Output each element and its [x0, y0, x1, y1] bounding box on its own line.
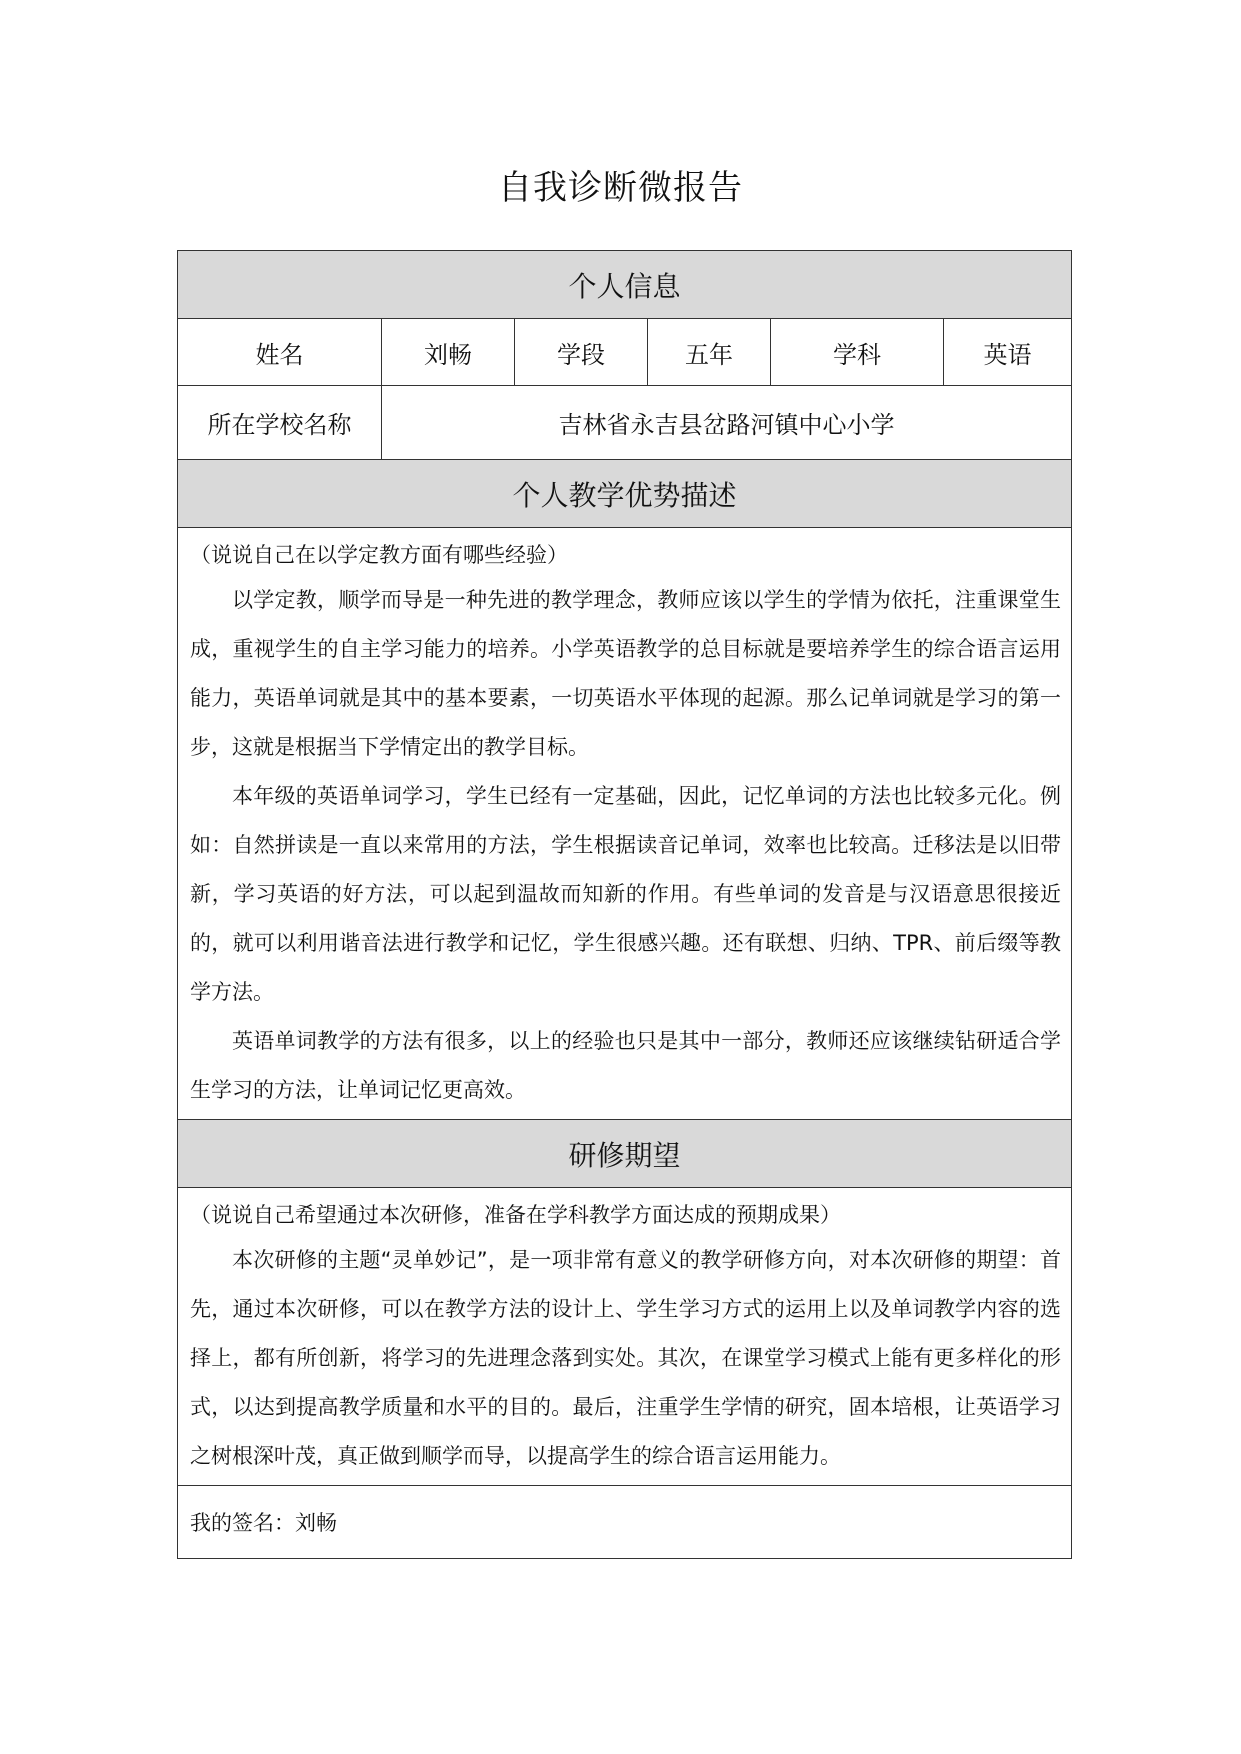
expectations-content — [178, 1188, 1072, 1486]
document-title: 自我诊断微报告 — [498, 168, 743, 208]
subject-value: 英语 — [944, 319, 1072, 386]
expectations-paragraph: 本次研修的主题“灵单妙记”，是一项非常有意义的教学研修方向，对本次研修的期望：首先，通过本次研修，可以在教学方法的设计上、学生学习方式的运用上以及单词教学内容的选择上，都有所创新，将学习的先进理念落到实处。其次，在课堂学习模式上能有更多样化的形式，以达到提高教学质量和水平的目的。最后，注重学生学情的研究，固本培根，让英语学习之树根深叶茂，真正做到顺学而导，以提高学生的综合语言运用能力。 — [190, 1248, 1062, 1468]
name-label: 姓名 — [178, 319, 382, 386]
advantages-hint: （说说自己在以学定教方面有哪些经验） — [190, 543, 568, 567]
name-value: 刘畅 — [382, 319, 515, 386]
school-value: 吉林省永吉县岔路河镇中心小学 — [382, 386, 1072, 460]
subject-label: 学科 — [771, 319, 944, 386]
stage-value: 五年 — [648, 319, 771, 386]
advantages-content — [178, 528, 1072, 1120]
advantages-paragraph: 英语单词教学的方法有很多，以上的经验也只是其中一部分，教师还应该继续钻研适合学生学习的方法，让单词记忆更高效。 — [190, 1029, 1062, 1102]
signature: 我的签名：刘畅 — [178, 1486, 1072, 1559]
expectations-hint: （说说自己希望通过本次研修，准备在学科教学方面达成的预期成果） — [190, 1203, 841, 1227]
stage-label: 学段 — [515, 319, 648, 386]
expectations-header: 研修期望 — [178, 1120, 1072, 1188]
advantages-header: 个人教学优势描述 — [178, 460, 1072, 528]
advantages-paragraph: 以学定教，顺学而导是一种先进的教学理念，教师应该以学生的学情为依托，注重课堂生成，重视学生的自主学习能力的培养。小学英语教学的总目标就是要培养学生的综合语言运用能力，英语单词就是其中的基本要素，一切英语水平体现的起源。那么记单词就是学习的第一步，这就是根据当下学情定出的教学目标。 — [190, 588, 1062, 759]
advantages-paragraph: 本年级的英语单词学习，学生已经有一定基础，因此，记忆单词的方法也比较多元化。例如：自然拼读是一直以来常用的方法，学生根据读音记单词，效率也比较高。迁移法是以旧带新，学习英语的好方法，可以起到温故而知新的作用。有些单词的发音是与汉语意思很接近的，就可以利用谐音法进行教学和记忆，学生很感兴趣。还有联想、归纳、TPR、前后缀等教学方法。 — [190, 784, 1062, 1004]
report-table — [177, 250, 1072, 1559]
personal-info-header: 个人信息 — [178, 251, 1072, 319]
school-label: 所在学校名称 — [178, 386, 382, 460]
